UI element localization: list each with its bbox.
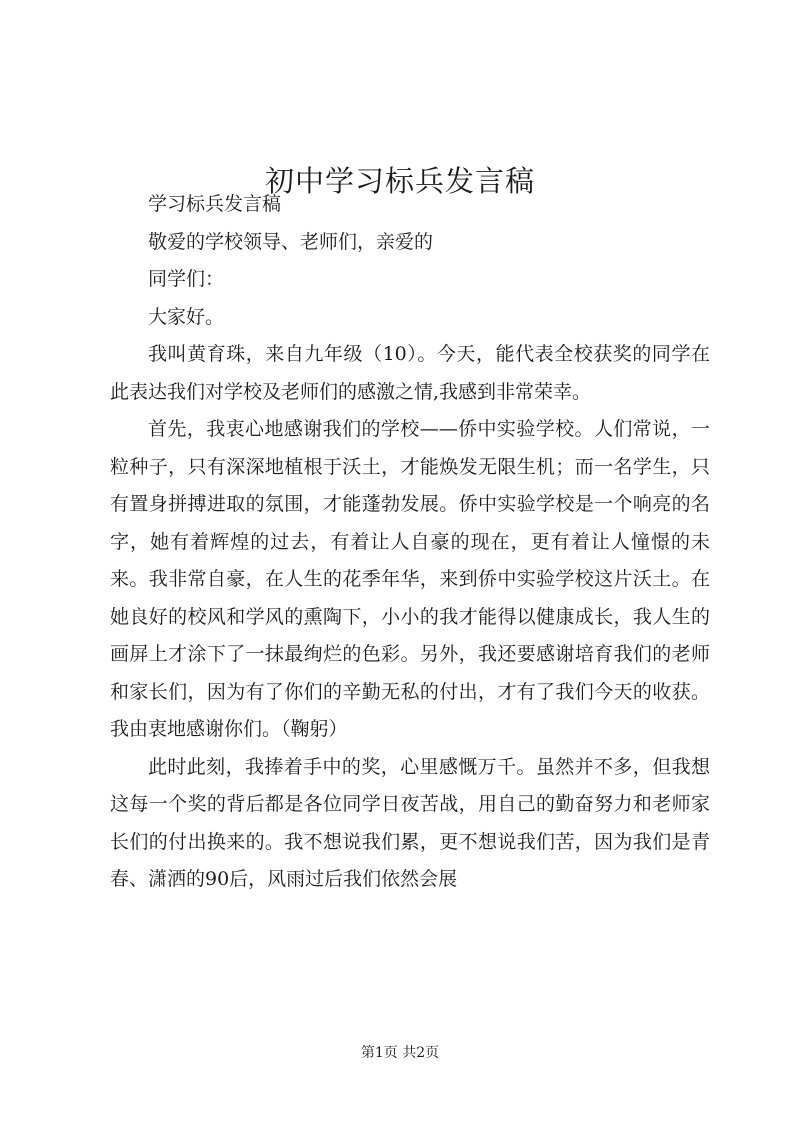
paragraph-salutation-cont: 同学们： xyxy=(148,268,225,290)
paragraph-greeting: 大家好。 xyxy=(148,305,225,328)
paragraph-heading: 学习标兵发言稿 xyxy=(148,193,282,215)
document-body xyxy=(110,186,710,899)
paragraph-reflection: 此时此刻，我捧着手中的奖，心里感慨万千。虽然并不多，但我想这每一个奖的背后都是各位同学日夜苦战，用自己的勤奋努力和老师家长们的付出换来的。我不想说我们累，更不想说我们苦，因为我们是青春、潇洒的90后，风雨过后我们依然会展 xyxy=(110,755,710,890)
paragraph-thanks: 首先，我衷心地感谢我们的学校——侨中实验学校。人们常说，一粒种子，只有深深地植根于沃土，才能焕发无限生机；而一名学生，只有置身拼搏进取的氛围，才能蓬勃发展。侨中实验学校是一个响亮的名字，她有着辉煌的过去，有着让人自豪的现在，更有着让人憧憬的未来。我非常自豪，在人生的花季年华，来到侨中实验学校这片沃土。在她良好的校风和学风的熏陶下，小小的我才能得以健康成长，我人生的画屏上才涂下了一抹最绚烂的色彩。另外，我还要感谢培育我们的老师和家长们，因为有了你们的辛勤无私的付出，才有了我们今天的收获。我由衷地感谢你们。（鞠躬） xyxy=(110,418,710,740)
page-footer: 第1页 共2页 xyxy=(360,1045,440,1061)
document-title: 初中学习标兵发言稿 xyxy=(264,164,535,199)
paragraph-introduction: 我叫黄育珠，来自九年级（10）。今天，能代表全校获奖的同学在此表达我们对学校及老师们的感激之情,我感到非常荣幸。 xyxy=(110,343,710,403)
paragraph-salutation: 敬爱的学校领导、老师们，亲爱的 xyxy=(148,230,434,253)
